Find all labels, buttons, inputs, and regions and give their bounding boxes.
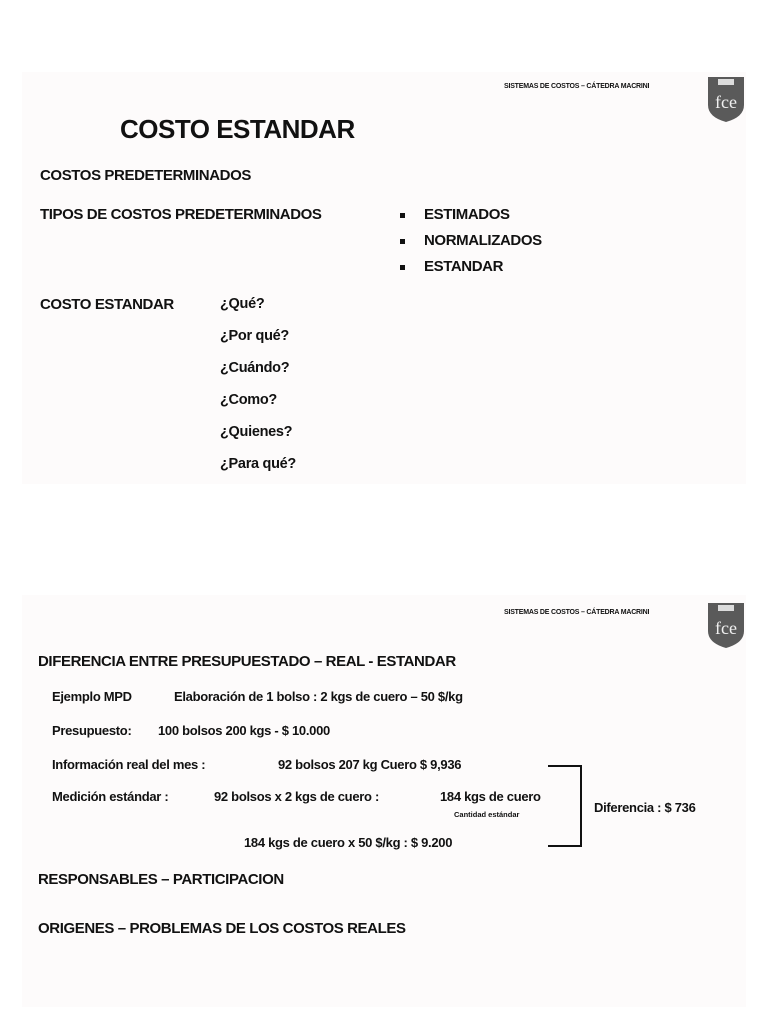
real-detail: 92 bolsos 207 kg Cuero $ 9,936: [278, 757, 462, 772]
bracket-vertical-line: [580, 765, 582, 847]
diferencia-value: Diferencia : $ 736: [594, 800, 696, 815]
section-costo-estandar: COSTO ESTANDAR: [40, 296, 174, 313]
question-item: ¿Quienes?: [220, 424, 293, 440]
presupuesto-label: Presupuesto:: [52, 723, 132, 738]
section-costos-predeterminados: COSTOS PREDETERMINADOS: [40, 167, 251, 184]
slide-costo-estandar: [22, 72, 746, 484]
fce-logo-icon: [706, 75, 746, 123]
slide-diferencia: [22, 595, 746, 1007]
ejemplo-label: Ejemplo MPD: [52, 689, 132, 704]
medicion-label: Medición estándar :: [52, 789, 169, 804]
svg-text:fce: fce: [715, 92, 737, 112]
svg-text:fce: fce: [715, 618, 737, 638]
fce-logo-icon: [706, 601, 746, 649]
bullet-icon: [400, 239, 405, 244]
presupuesto-detail: 100 bolsos 200 kgs - $ 10.000: [158, 723, 330, 738]
page-title: COSTO ESTANDAR: [120, 114, 355, 144]
question-item: ¿Qué?: [220, 296, 265, 312]
calc-line: 184 kgs de cuero x 50 $/kg : $ 9.200: [244, 835, 453, 850]
bracket-bottom-line: [548, 845, 580, 847]
cantidad-estandar-note: Cantidad estándar: [454, 810, 520, 819]
medicion-result: 184 kgs de cuero: [440, 789, 541, 804]
section-responsables: RESPONSABLES – PARTICIPACION: [38, 871, 284, 888]
list-item-type: NORMALIZADOS: [424, 232, 542, 249]
question-item: ¿Cuándo?: [220, 360, 290, 376]
ejemplo-detail: Elaboración de 1 bolso : 2 kgs de cuero – 50 $/kg: [174, 689, 463, 704]
bullet-icon: [400, 265, 405, 270]
bracket-top-line: [548, 765, 580, 767]
question-item: ¿Para qué?: [220, 456, 296, 472]
question-item: ¿Por qué?: [220, 328, 289, 344]
slide-header: SISTEMAS DE COSTOS – CÁTEDRA MACRINI: [504, 609, 650, 616]
medicion-detail: 92 bolsos x 2 kgs de cuero :: [214, 789, 379, 804]
list-item-type: ESTIMADOS: [424, 206, 510, 223]
bullet-icon: [400, 213, 405, 218]
page-title: DIFERENCIA ENTRE PRESUPUESTADO – REAL - ESTANDAR: [38, 653, 456, 670]
question-item: ¿Como?: [220, 392, 277, 408]
real-label: Información real del mes :: [52, 757, 206, 772]
slide-header: SISTEMAS DE COSTOS – CÁTEDRA MACRINI: [504, 83, 650, 90]
section-origenes: ORIGENES – PROBLEMAS DE LOS COSTOS REALES: [38, 920, 406, 937]
list-item-type: ESTANDAR: [424, 258, 504, 275]
section-tipos-costos: TIPOS DE COSTOS PREDETERMINADOS: [40, 206, 322, 223]
